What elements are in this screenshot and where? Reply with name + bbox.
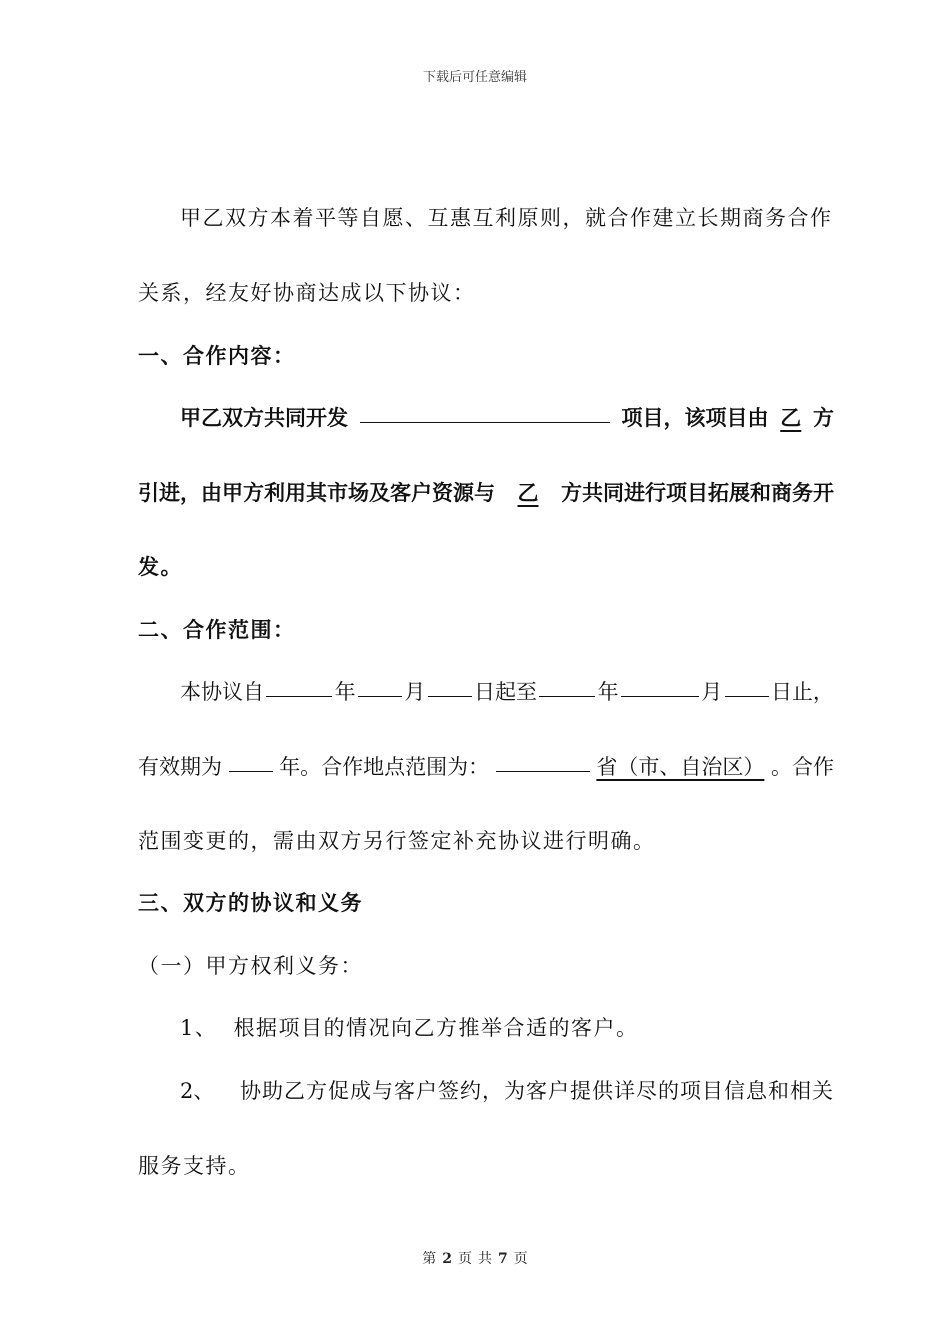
underlined-party: 乙 xyxy=(780,405,802,430)
text: 日止， xyxy=(770,680,834,704)
list-item-text: 根据项目的情况向乙方推举合适的客户。 xyxy=(233,1016,639,1040)
intro-line-1: 甲乙双方本着平等自愿、互惠互利原则，就合作建立长期商务合作 xyxy=(180,206,833,230)
end-month-blank[interactable] xyxy=(621,676,699,697)
section-1-paragraph-line-2 xyxy=(138,477,834,507)
list-item-number: 1、 xyxy=(180,1016,218,1040)
text: 年 xyxy=(597,680,619,704)
section-1-title: 一、合作内容： xyxy=(138,343,296,368)
text: 方 xyxy=(813,405,834,430)
end-day-blank[interactable] xyxy=(725,676,769,697)
list-item-1 xyxy=(138,1012,834,1042)
text: 方共同进行项目拓展和商务开 xyxy=(561,480,834,505)
text: 月 xyxy=(701,680,723,704)
text: 月 xyxy=(404,680,426,704)
text: 页 xyxy=(458,1251,472,1267)
list-item-number: 2、 xyxy=(180,1079,215,1103)
text: 有效期为 xyxy=(138,755,222,779)
province-label: 省（市、自治区） xyxy=(596,755,765,779)
validity-years-blank[interactable] xyxy=(229,751,273,772)
list-item-2 xyxy=(138,1075,834,1105)
text: 。合作 xyxy=(770,755,834,779)
page-header-note: 下载后可任意编辑 xyxy=(422,70,527,85)
text: 共 xyxy=(478,1251,492,1267)
list-item-2-continuation: 服务支持。 xyxy=(138,1154,251,1178)
section-2-line-2 xyxy=(138,751,834,781)
text: 引进，由甲方利用其市场及客户资源与 xyxy=(138,480,495,505)
underlined-party: 乙 xyxy=(517,480,539,505)
section-2-line-3: 范围变更的，需由双方另行签定补充协议进行明确。 xyxy=(138,829,656,853)
section-2-title: 二、合作范围： xyxy=(138,617,296,642)
end-year-blank[interactable] xyxy=(539,676,595,697)
start-month-blank[interactable] xyxy=(358,676,402,697)
list-item-text: 协助乙方促成与客户签约，为客户提供详尽的项目信息和相关 xyxy=(240,1079,834,1103)
text: 第 xyxy=(422,1251,437,1267)
intro-line-2: 关系，经友好协商达成以下协议： xyxy=(138,281,476,305)
section-3-title: 三、双方的协议和义务 xyxy=(138,890,363,915)
total-pages-number: 7 xyxy=(498,1251,508,1267)
section-1-paragraph-line-3: 发。 xyxy=(138,554,183,579)
text: 本协议自 xyxy=(180,680,264,704)
text: 项目，该项目由 xyxy=(621,405,769,430)
subsection-party-a-title: （一）甲方权利义务： xyxy=(138,954,363,978)
province-blank[interactable] xyxy=(496,751,590,772)
current-page-number: 2 xyxy=(442,1251,452,1267)
start-day-blank[interactable] xyxy=(428,676,472,697)
section-1-paragraph-line-1 xyxy=(138,402,834,432)
text: 年。合作地点范围为： xyxy=(279,755,490,779)
text: 日起至 xyxy=(473,680,537,704)
start-year-blank[interactable] xyxy=(266,676,332,697)
text: 年 xyxy=(334,680,356,704)
text: 甲乙双方共同开发 xyxy=(180,405,348,430)
text: 页 xyxy=(513,1251,528,1267)
project-name-blank[interactable] xyxy=(360,402,610,423)
section-2-line-1 xyxy=(138,676,834,706)
page-footer xyxy=(0,1248,950,1268)
